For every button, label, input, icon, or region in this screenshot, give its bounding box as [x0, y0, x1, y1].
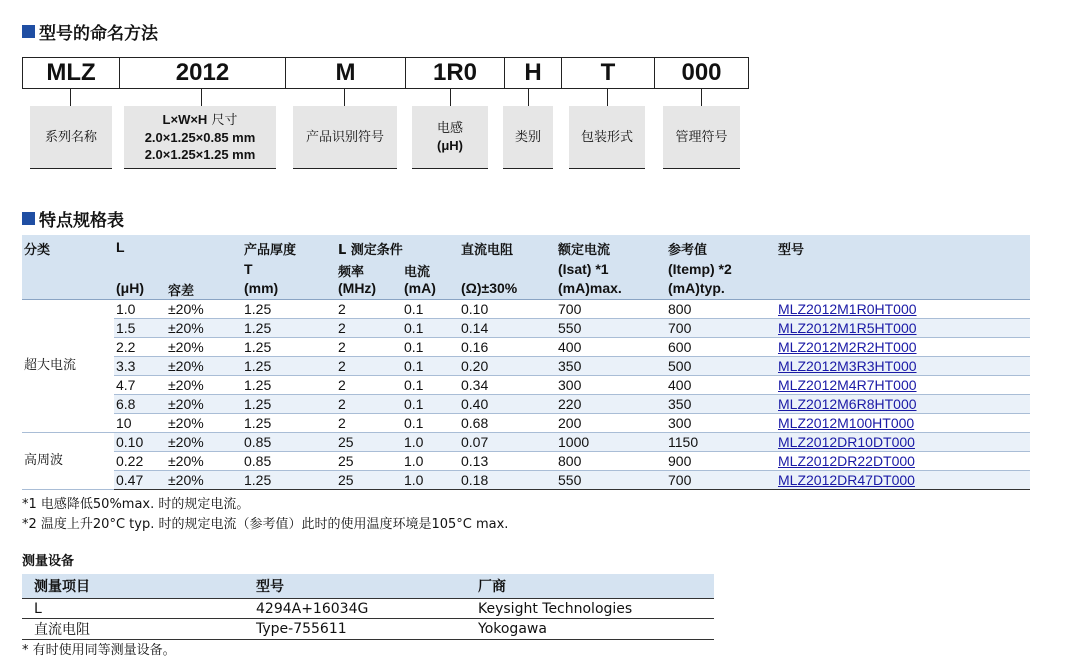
- label-series-text: 系列名称: [44, 129, 97, 145]
- cell-ref: 800: [666, 300, 776, 319]
- naming-section-title: [22, 19, 158, 44]
- cell-current: 0.1: [402, 357, 459, 376]
- meas-model: 4294A+16034G: [244, 599, 466, 619]
- meas-item: 直流电阻: [22, 619, 244, 640]
- code-product-id: M: [286, 58, 406, 88]
- code-size: 2012: [120, 58, 286, 88]
- cell-rated: 400: [556, 338, 666, 357]
- cell-tolerance: ±20%: [166, 376, 242, 395]
- spec-table-body: [22, 300, 1030, 490]
- cell-ref: 900: [666, 452, 776, 471]
- cell-thickness: 1.25: [242, 357, 336, 376]
- table-row: [22, 599, 714, 619]
- connector-line: [607, 88, 608, 106]
- table-row: [22, 300, 1030, 319]
- table-row: [22, 471, 1030, 490]
- measurement-table: [22, 574, 714, 640]
- header-current-unit: (mA): [402, 280, 459, 300]
- cell-current: 0.1: [402, 300, 459, 319]
- measurement-title: 测量设备: [22, 554, 75, 569]
- cell-rated: 300: [556, 376, 666, 395]
- cell-ref: 600: [666, 338, 776, 357]
- header-thickness: 产品厚度: [242, 235, 336, 261]
- cell-tolerance: ±20%: [166, 414, 242, 433]
- header-L: L: [114, 235, 166, 261]
- cell-current: 0.1: [402, 319, 459, 338]
- cell-current: 0.1: [402, 395, 459, 414]
- cell-L: 10: [114, 414, 166, 433]
- cell-freq: 2: [336, 414, 402, 433]
- cell-thickness: 1.25: [242, 471, 336, 490]
- cell-rated: 700: [556, 300, 666, 319]
- part-number-link[interactable]: MLZ2012M1R0HT000: [778, 301, 917, 317]
- connector-line: [70, 88, 71, 106]
- cell-rated: 200: [556, 414, 666, 433]
- table-row: [22, 414, 1030, 433]
- cell-L: 1.5: [114, 319, 166, 338]
- cell-L: 3.3: [114, 357, 166, 376]
- part-code-row: [22, 57, 749, 89]
- header-current: 电流: [402, 261, 459, 280]
- cell-ref: 500: [666, 357, 776, 376]
- header-ref-unit: (mA)typ.: [666, 280, 776, 300]
- cell-dcr: 0.68: [459, 414, 556, 433]
- cell-freq: 2: [336, 338, 402, 357]
- cell-part: [776, 357, 1030, 376]
- cell-L: 6.8: [114, 395, 166, 414]
- label-dims-title: [163, 111, 238, 129]
- spec-header-row: [22, 235, 1030, 261]
- meas-model: Type-755611: [244, 619, 466, 640]
- header-blank: [22, 280, 114, 300]
- cell-rated: 550: [556, 319, 666, 338]
- cell-current: 0.1: [402, 338, 459, 357]
- cell-tolerance: ±20%: [166, 433, 242, 452]
- spec-header-row: [22, 261, 1030, 280]
- cell-thickness: 1.25: [242, 338, 336, 357]
- table-row: [22, 338, 1030, 357]
- cell-dcr: 0.16: [459, 338, 556, 357]
- cell-freq: 2: [336, 319, 402, 338]
- cell-dcr: 0.13: [459, 452, 556, 471]
- header-blank: [776, 280, 1030, 300]
- table-row: [22, 452, 1030, 471]
- header-rated: 额定电流: [556, 235, 666, 261]
- footnote-1: *1 电感降低50%max. 时的规定电流。: [22, 497, 250, 512]
- cell-freq: 2: [336, 300, 402, 319]
- cell-current: 1.0: [402, 471, 459, 490]
- square-bullet-icon: [22, 212, 35, 225]
- code-packaging: T: [562, 58, 655, 88]
- dims-title-bold: L×W×H: [162, 112, 208, 127]
- header-ref-sym: (Itemp) *2: [666, 261, 776, 280]
- cell-part: [776, 376, 1030, 395]
- label-product-id: [293, 106, 397, 169]
- label-inductance-unit: (μH): [437, 138, 463, 153]
- cell-freq: 2: [336, 376, 402, 395]
- part-number-link[interactable]: MLZ2012DR47DT000: [778, 472, 915, 488]
- meas-item: L: [22, 599, 244, 619]
- cell-tolerance: ±20%: [166, 319, 242, 338]
- footnote-2: *2 温度上升20°C typ. 时的规定电流（参考值）此时的使用温度环境是105°C max.: [22, 517, 509, 532]
- label-category: [503, 106, 553, 169]
- naming-title-text: 型号的命名方法: [39, 24, 158, 44]
- header-rated-sym: (Isat) *1: [556, 261, 666, 280]
- cell-ref: 300: [666, 414, 776, 433]
- cell-L: 1.0: [114, 300, 166, 319]
- cell-thickness: 1.25: [242, 319, 336, 338]
- meas-header-item: 测量项目: [22, 574, 244, 599]
- cell-L: 0.47: [114, 471, 166, 490]
- cell-thickness: 1.25: [242, 414, 336, 433]
- connector-line: [344, 88, 345, 106]
- cell-dcr: 0.14: [459, 319, 556, 338]
- part-number-link[interactable]: MLZ2012M1R5HT000: [778, 320, 917, 336]
- cell-freq: 25: [336, 471, 402, 490]
- spec-header-row: [22, 280, 1030, 300]
- spec-table: [22, 235, 1030, 490]
- cell-current: 0.1: [402, 414, 459, 433]
- label-category-text: 类别: [514, 129, 541, 145]
- cell-current: 0.1: [402, 376, 459, 395]
- header-thickness-unit: (mm): [242, 280, 336, 300]
- header-rated-unit: (mA)max.: [556, 280, 666, 300]
- code-inductance: 1R0: [406, 58, 505, 88]
- label-inductance-text: 电感: [436, 121, 463, 136]
- cell-rated: 220: [556, 395, 666, 414]
- cell-dcr: 0.20: [459, 357, 556, 376]
- label-packaging: [569, 106, 645, 169]
- cell-rated: 1000: [556, 433, 666, 452]
- cell-part: [776, 319, 1030, 338]
- cell-current: 1.0: [402, 433, 459, 452]
- group-label: 超大电流: [22, 300, 114, 433]
- cell-L: 0.22: [114, 452, 166, 471]
- connector-line: [701, 88, 702, 106]
- cell-part: [776, 300, 1030, 319]
- cell-tolerance: ±20%: [166, 338, 242, 357]
- meas-maker: Yokogawa: [466, 619, 714, 640]
- part-number-link[interactable]: MLZ2012M100HT000: [778, 415, 915, 431]
- label-management: [663, 106, 740, 169]
- measurement-header-row: [22, 574, 714, 599]
- part-number-link[interactable]: MLZ2012M2R2HT000: [778, 339, 917, 355]
- header-freq-unit: (MHz): [336, 280, 402, 300]
- cell-rated: 800: [556, 452, 666, 471]
- cell-dcr: 0.10: [459, 300, 556, 319]
- cell-tolerance: ±20%: [166, 300, 242, 319]
- cell-ref: 700: [666, 471, 776, 490]
- meas-maker: Keysight Technologies: [466, 599, 714, 619]
- header-dcr-unit: (Ω)±30%: [459, 280, 556, 300]
- part-number-link[interactable]: MLZ2012M3R3HT000: [778, 358, 917, 374]
- part-number-link[interactable]: MLZ2012DR22DT000: [778, 453, 915, 469]
- label-packaging-text: 包装形式: [580, 129, 633, 145]
- cell-ref: 400: [666, 376, 776, 395]
- square-bullet-icon: [22, 25, 35, 38]
- group-label: 高周波: [22, 433, 114, 490]
- header-thickness-T: T: [242, 261, 336, 280]
- header-blank: [776, 261, 1030, 280]
- spec-title-text: 特点规格表: [39, 211, 124, 231]
- label-management-text: 管理符号: [675, 129, 728, 145]
- cell-freq: 25: [336, 452, 402, 471]
- cell-ref: 700: [666, 319, 776, 338]
- code-management: 000: [655, 58, 749, 88]
- header-blank: [166, 261, 242, 280]
- cell-part: [776, 471, 1030, 490]
- cell-L: 0.10: [114, 433, 166, 452]
- header-blank: [166, 235, 242, 261]
- table-row: [22, 357, 1030, 376]
- cell-rated: 550: [556, 471, 666, 490]
- cell-tolerance: ±20%: [166, 471, 242, 490]
- meas-header-model: 型号: [244, 574, 466, 599]
- part-number-link[interactable]: MLZ2012M6R8HT000: [778, 396, 917, 412]
- cell-current: 1.0: [402, 452, 459, 471]
- cell-part: [776, 395, 1030, 414]
- header-dcr: 直流电阻: [459, 235, 556, 261]
- cell-part: [776, 414, 1030, 433]
- label-product-id-text: 产品识别符号: [305, 129, 384, 145]
- code-category: H: [505, 58, 562, 88]
- dims-line-1: 2.0×1.25×0.85 mm: [144, 130, 256, 145]
- part-number-link[interactable]: MLZ2012M4R7HT000: [778, 377, 917, 393]
- meas-header-maker: 厂商: [466, 574, 714, 599]
- table-row: [22, 433, 1030, 452]
- cell-dcr: 0.34: [459, 376, 556, 395]
- cell-L: 2.2: [114, 338, 166, 357]
- header-tolerance: 容差: [166, 280, 242, 300]
- cell-part: [776, 433, 1030, 452]
- cell-freq: 25: [336, 433, 402, 452]
- cell-thickness: 1.25: [242, 395, 336, 414]
- cell-freq: 2: [336, 357, 402, 376]
- table-row: [22, 376, 1030, 395]
- connector-line: [201, 88, 202, 106]
- cell-L: 4.7: [114, 376, 166, 395]
- header-category: 分类: [22, 235, 114, 261]
- cell-ref: 1150: [666, 433, 776, 452]
- table-row: [22, 319, 1030, 338]
- cell-thickness: 0.85: [242, 433, 336, 452]
- cell-ref: 350: [666, 395, 776, 414]
- header-blank: [22, 261, 114, 280]
- code-series: MLZ: [22, 58, 120, 88]
- header-freq: 频率: [336, 261, 402, 280]
- header-L-unit: (μH): [114, 280, 166, 300]
- label-series: [30, 106, 112, 169]
- cell-tolerance: ±20%: [166, 357, 242, 376]
- connector-line: [528, 88, 529, 106]
- dims-title-rest: 尺寸: [207, 113, 238, 128]
- cell-dcr: 0.40: [459, 395, 556, 414]
- measurement-note: * 有时使用同等测量设备。: [22, 643, 176, 658]
- table-row: [22, 619, 714, 640]
- part-number-link[interactable]: MLZ2012DR10DT000: [778, 434, 915, 450]
- cell-part: [776, 452, 1030, 471]
- cell-tolerance: ±20%: [166, 395, 242, 414]
- connector-line: [450, 88, 451, 106]
- label-dimensions: [124, 106, 276, 169]
- header-part: 型号: [776, 235, 1030, 261]
- table-row: [22, 395, 1030, 414]
- cell-thickness: 0.85: [242, 452, 336, 471]
- cell-tolerance: ±20%: [166, 452, 242, 471]
- header-ref: 参考值: [666, 235, 776, 261]
- header-blank: [459, 261, 556, 280]
- spec-section-title: [22, 206, 124, 231]
- cell-part: [776, 338, 1030, 357]
- header-blank: [114, 261, 166, 280]
- label-inductance: [412, 106, 488, 169]
- cell-freq: 2: [336, 395, 402, 414]
- header-cond: L 测定条件: [336, 235, 459, 261]
- cell-thickness: 1.25: [242, 300, 336, 319]
- dims-line-2: 2.0×1.25×1.25 mm: [144, 147, 256, 162]
- cell-dcr: 0.18: [459, 471, 556, 490]
- cell-dcr: 0.07: [459, 433, 556, 452]
- cell-rated: 350: [556, 357, 666, 376]
- cell-thickness: 1.25: [242, 376, 336, 395]
